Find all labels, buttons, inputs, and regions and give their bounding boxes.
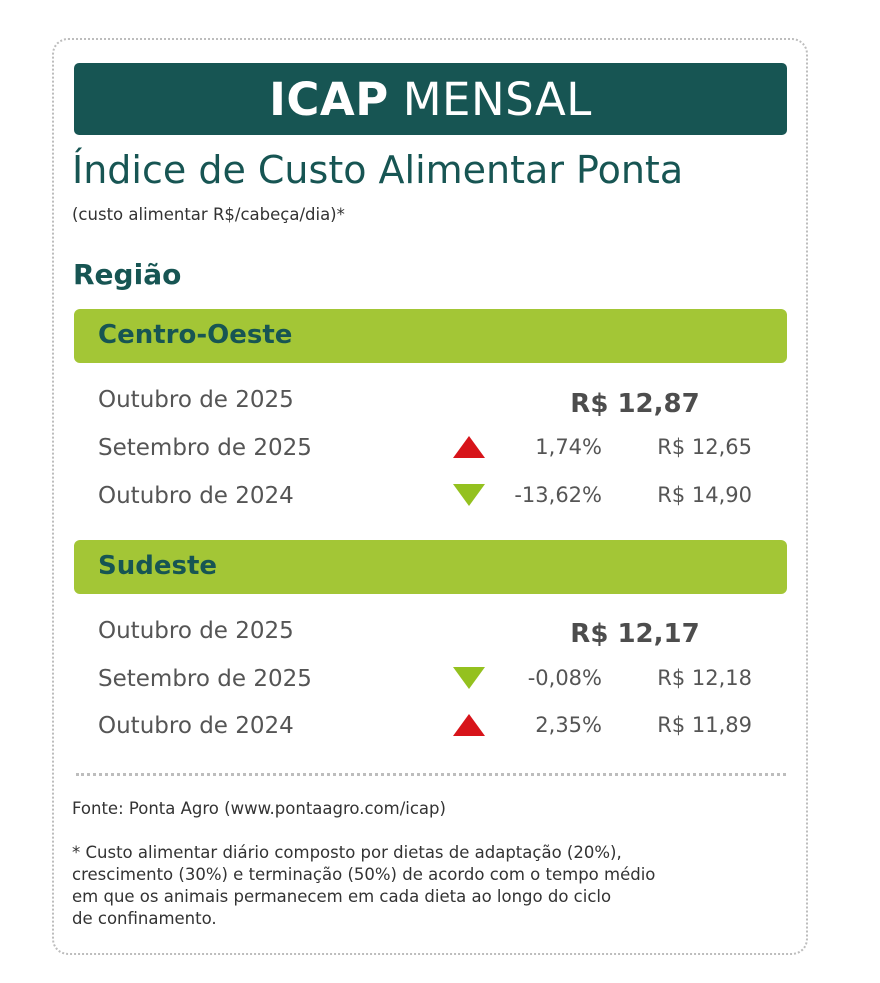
region-name: Sudeste bbox=[98, 551, 218, 581]
comparison-change: 2,35% bbox=[535, 713, 602, 737]
triangle-up-icon bbox=[453, 714, 485, 736]
triangle-down-icon bbox=[453, 667, 485, 689]
comparison-label: Outubro de 2024 bbox=[98, 483, 294, 509]
comparison-label: Setembro de 2025 bbox=[98, 666, 312, 692]
current-period-label: Outubro de 2025 bbox=[98, 387, 294, 413]
comparison-change: -13,62% bbox=[514, 483, 602, 507]
footnote bbox=[72, 842, 792, 930]
banner-brand-light: MENSAL bbox=[402, 72, 592, 126]
comparison-value: R$ 12,65 bbox=[657, 435, 752, 459]
region-bar-centro-oeste bbox=[74, 309, 787, 363]
comparison-value: R$ 12,18 bbox=[657, 666, 752, 690]
current-period-label: Outubro de 2025 bbox=[98, 618, 294, 644]
footnote-line: em que os animais permanecem em cada dieta ao longo do ciclo bbox=[72, 887, 612, 906]
footnote-line: * Custo alimentar diário composto por dietas de adaptação (20%), bbox=[72, 843, 622, 862]
page-subtitle: (custo alimentar R$/cabeça/dia)* bbox=[72, 205, 345, 224]
current-value: R$ 12,17 bbox=[570, 619, 700, 649]
comparison-value: R$ 11,89 bbox=[657, 713, 752, 737]
banner-brand-bold: ICAP bbox=[269, 72, 389, 126]
section-divider bbox=[76, 773, 786, 776]
comparison-change: 1,74% bbox=[535, 435, 602, 459]
comparison-value: R$ 14,90 bbox=[657, 483, 752, 507]
source-note: Fonte: Ponta Agro (www.pontaagro.com/icap) bbox=[72, 799, 446, 818]
comparison-change: -0,08% bbox=[527, 666, 602, 690]
footnote-line: de confinamento. bbox=[72, 909, 217, 928]
triangle-down-icon bbox=[453, 484, 485, 506]
region-name: Centro-Oeste bbox=[98, 320, 293, 350]
footnote-line: crescimento (30%) e terminação (50%) de acordo com o tempo médio bbox=[72, 865, 656, 884]
region-heading: Região bbox=[73, 258, 182, 291]
header-banner bbox=[74, 63, 787, 135]
comparison-label: Setembro de 2025 bbox=[98, 435, 312, 461]
region-bar-sudeste bbox=[74, 540, 787, 594]
page-title: Índice de Custo Alimentar Ponta bbox=[72, 148, 684, 192]
comparison-label: Outubro de 2024 bbox=[98, 713, 294, 739]
current-value: R$ 12,87 bbox=[570, 389, 700, 419]
triangle-up-icon bbox=[453, 436, 485, 458]
